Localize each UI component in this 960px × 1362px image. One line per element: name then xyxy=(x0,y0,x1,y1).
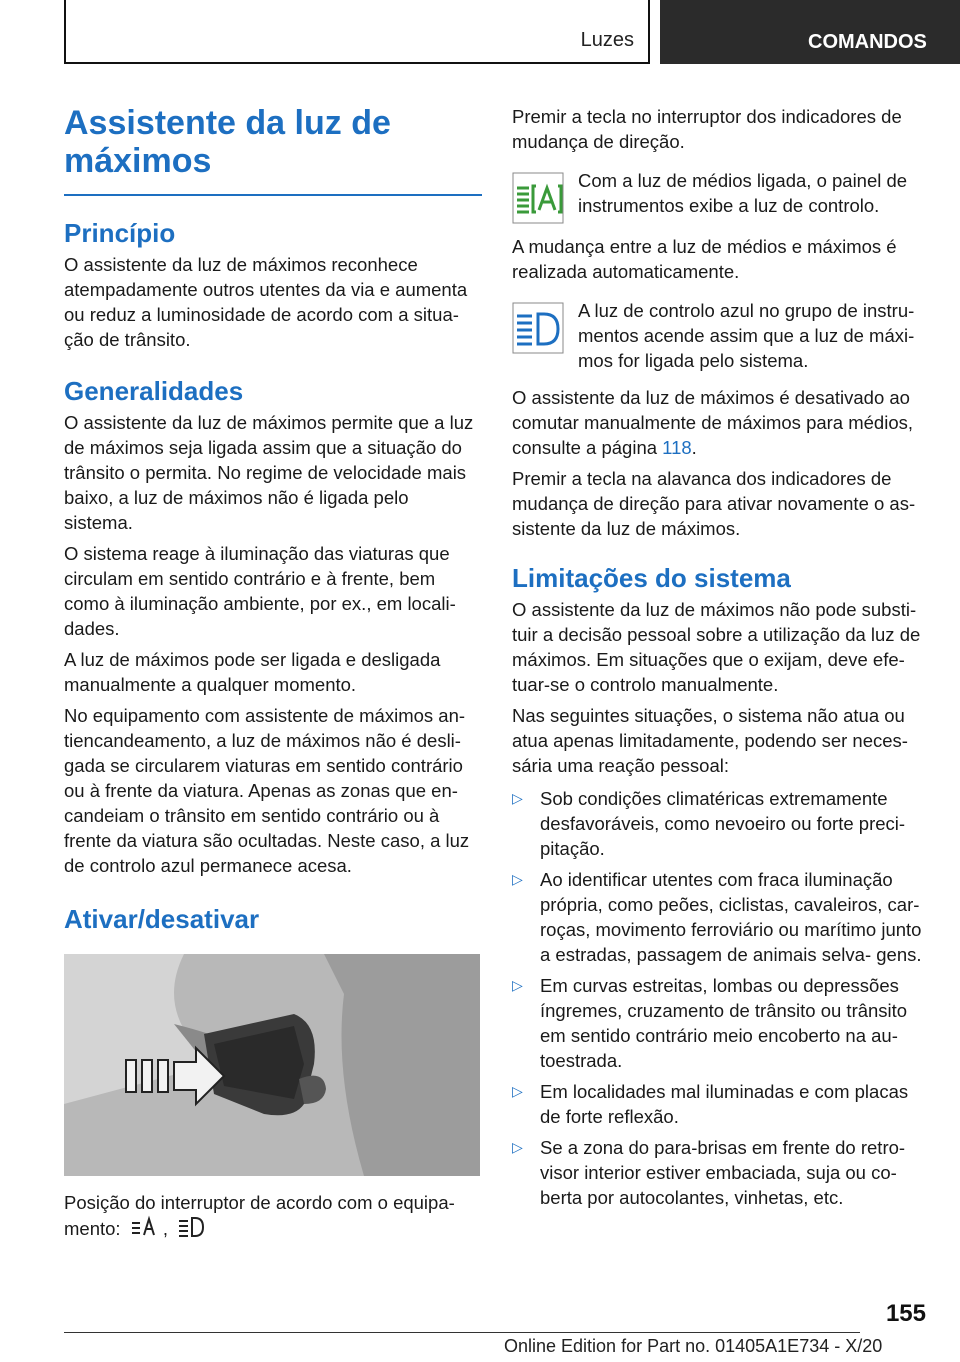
switch-photo xyxy=(64,954,480,1176)
triangle-bullet-icon: ▷ xyxy=(512,977,523,993)
list-item: ▷ Se a zona do para-brisas em frente do retro‐ visor interior estiver embaciada, suja ou co‐ berta por autocolantes, vinhetas, etc. xyxy=(512,1137,906,1208)
page-reference-link[interactable]: 118 xyxy=(662,437,692,458)
triangle-bullet-icon: ▷ xyxy=(512,1083,523,1099)
heading-principio: Princípio xyxy=(64,218,176,248)
header-chapter-label: COMANDOS xyxy=(808,31,927,53)
paragraph-gen-1: O assistente da luz de máximos permite que a luz de máximos seja ligada assim que a situação do trânsito o permita. No regime de velocidade mais baixo, a luz de máximos não é ligada pelo sistema. xyxy=(64,412,474,533)
indicator-row-green xyxy=(512,168,926,224)
paragraph-gen-4: No equipamento com assistente de máximos an‐ tiencandeamento, a luz de máximos não é desli‐ gada se circularem viaturas em sentido contrário ou à frente da viatura. Apenas as zonas que en‐ candeiam o trânsito em sentido contrário ou à frente da viatura são ocultadas. Neste caso, a luz de controlo azul permanece acesa. xyxy=(64,705,470,876)
paragraph-r3: O assistente da luz de máximos é desativado ao comutar manualmente de máximos para médios, consulte a página 118. xyxy=(512,387,914,458)
header-section-box xyxy=(64,0,650,64)
paragraph-r6: Nas seguintes situações, o sistema não atua ou atua apenas limitadamente, podendo ser neces‐ sária uma reação pessoal: xyxy=(512,705,908,776)
triangle-bullet-icon: ▷ xyxy=(512,871,523,887)
header-chapter-tab xyxy=(660,0,960,64)
indicator-green-text: Com a luz de médios ligada, o painel de instrumentos exibe a luz de controlo. xyxy=(578,170,908,216)
paragraph-r1: Premir a tecla no interruptor dos indicadores de mudança de direção. xyxy=(512,106,902,152)
left-column xyxy=(64,104,482,1245)
indicator-row-blue xyxy=(512,298,926,373)
blue-highbeam-icon xyxy=(512,302,564,354)
header-section-label: Luzes xyxy=(580,29,634,51)
paragraph-r4: Premir a tecla na alavanca dos indicadores de mudança de direção para ativar novamente o as‐ sistente da luz de máximos. xyxy=(512,468,916,539)
paragraph-principio: O assistente da luz de máximos reconhece atempadamente outros utentes da via e aumenta ou reduz a luminosidade de acordo com a situa‐ ção de trânsito. xyxy=(64,254,468,350)
footer-edition: Online Edition for Part no. 01405A1E734 - X/20 xyxy=(504,1336,883,1356)
title-rule xyxy=(64,194,482,196)
right-column xyxy=(512,104,926,1210)
list-item: ▷ Em localidades mal iluminadas e com placas de forte reflexão. xyxy=(512,1081,909,1127)
steering-column-illustration xyxy=(64,954,480,1176)
list-item: ▷ Em curvas estreitas, lombas ou depressões íngremes, cruzamento de trânsito ou trânsito em sentido contrário meio encoberto na au‐ toestrada. xyxy=(512,975,908,1071)
list-item: ▷ Sob condições climatéricas extremamente desfavoráveis, como nevoeiro ou forte preci‐ pitação. xyxy=(512,788,906,859)
triangle-bullet-icon: ▷ xyxy=(512,1139,523,1155)
green-auto-light-icon xyxy=(512,172,564,224)
paragraph-r5: O assistente da luz de máximos não pode substi‐ tuir a decisão pessoal sobre a utilização da luz de máximos. Em situações que o exijam, deve efe‐ tuar-se o controlo manualmente. xyxy=(512,599,921,695)
heading-generalidades: Generalidades xyxy=(64,376,244,406)
triangle-bullet-icon: ▷ xyxy=(512,790,523,806)
paragraph-gen-2: O sistema reage à iluminação das viaturas que circulam em sentido contrário e à frente, bem como à iluminação ambiente, por ex., em locali‐ dades. xyxy=(64,543,456,639)
photo-caption: Posição do interruptor de acordo com o equipa‐ mento: , xyxy=(64,1190,482,1245)
indicator-blue-text: A luz de controlo azul no grupo de instru‐ mentos acende assim que a luz de máxi‐ mos for ligada pelo sistema. xyxy=(578,300,915,371)
page-title: Assistente da luz de máximos xyxy=(64,104,391,180)
list-item: ▷ Ao identificar utentes com fraca iluminação própria, como peões, ciclistas, cavaleiros, car‐ roças, movimento ferroviário ou marítimo junto a estradas, passagem de animais selva‐ gens. xyxy=(512,869,922,965)
highbeam-assist-icon xyxy=(177,1215,205,1245)
footer-rule xyxy=(64,1332,860,1333)
paragraph-r2: A mudança entre a luz de médios e máximos é realizada automaticamente. xyxy=(512,236,897,282)
auto-highbeam-icon xyxy=(130,1215,158,1245)
heading-limitacoes: Limitações do sistema xyxy=(512,563,791,593)
page-number: 155 xyxy=(885,1300,926,1327)
paragraph-gen-3: A luz de máximos pode ser ligada e desligada manualmente a qualquer momento. xyxy=(64,649,441,695)
heading-ativar: Ativar/desativar xyxy=(64,904,260,934)
